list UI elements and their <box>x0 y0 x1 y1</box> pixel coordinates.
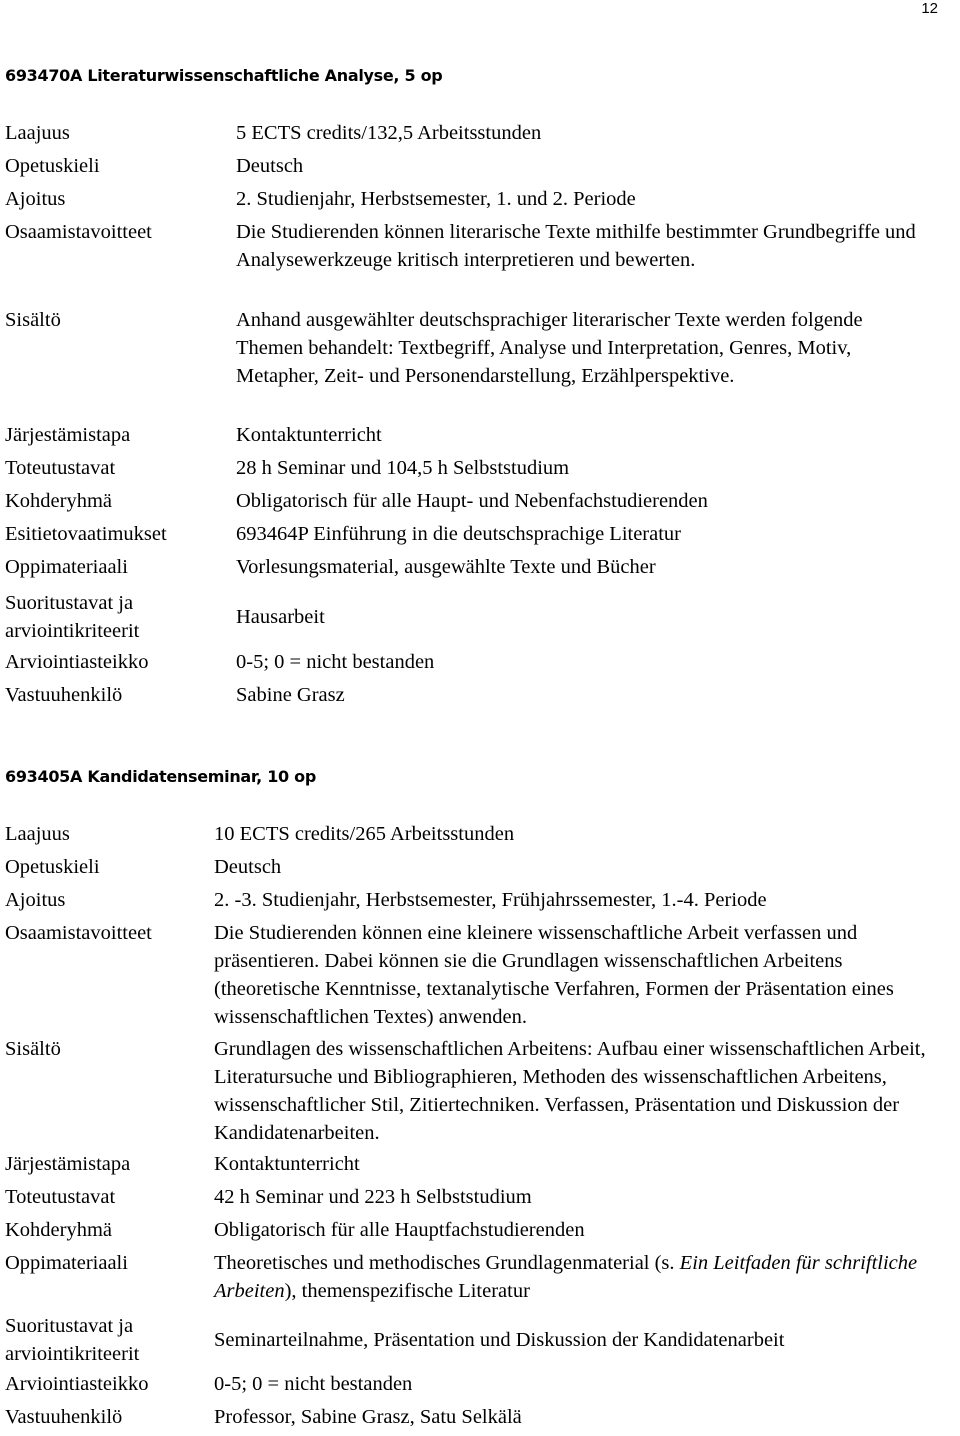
label-arviointiasteikko: Arviointiasteikko <box>5 651 149 673</box>
value-arviointiasteikko: 0-5; 0 = nicht bestanden <box>214 1373 413 1395</box>
value-jarjestamistapa: Kontaktunterricht <box>236 424 382 446</box>
row-ajoitus <box>0 886 934 919</box>
value-osaamistavoitteet: Die Studierenden können eine kleinere wissenschaftliche Arbeit verfassen und präsentieren. Dabei können sie die Grundlagen wissenschaftlichen Arbeitens (theoretische Kenntnisse, textanalytische Verfahren, Formen der Präsentation eines wissenschaftlichen Textes) anwenden. <box>214 922 894 1028</box>
row-toteutustavat <box>0 454 916 487</box>
value-kohderyhma: Obligatorisch für alle Haupt- und Nebenfachstudierenden <box>236 490 708 512</box>
row-kohderyhma <box>0 1216 934 1249</box>
label-esitietovaatimukset: Esitietovaatimukset <box>5 523 167 545</box>
label-jarjestamistapa: Järjestämistapa <box>5 1153 131 1175</box>
row-laajuus <box>0 119 916 152</box>
label-oppimateriaali: Oppimateriaali <box>5 1252 128 1274</box>
row-oppimateriaali <box>0 553 916 586</box>
page-number: 12 <box>921 0 938 17</box>
row-kohderyhma <box>0 487 916 520</box>
row-oppimateriaali <box>0 1249 934 1310</box>
value-vastuuhenkilo: Sabine Grasz <box>236 684 345 706</box>
value-ajoitus: 2. -3. Studienjahr, Herbstsemester, Frühjahrssemester, 1.-4. Periode <box>214 889 767 911</box>
label-toteutustavat: Toteutustavat <box>5 1186 116 1208</box>
value-suoritustavat: Hausarbeit <box>236 606 325 628</box>
row-vastuuhenkilo <box>0 1403 934 1436</box>
label-laajuus: Laajuus <box>5 122 70 144</box>
course-1-title: 693470A Literaturwissenschaftliche Analyse, 5 op <box>5 66 443 85</box>
value-opetuskieli: Deutsch <box>214 856 282 878</box>
value-oppimateriaali: Vorlesungsmaterial, ausgewählte Texte und Bücher <box>236 556 656 578</box>
value-opetuskieli: Deutsch <box>236 155 304 177</box>
row-arviointiasteikko <box>0 1370 934 1403</box>
row-osaamistavoitteet <box>0 919 934 1035</box>
value-oppimateriaali <box>214 1249 934 1310</box>
row-arviointiasteikko <box>0 648 916 681</box>
label-toteutustavat: Toteutustavat <box>5 457 116 479</box>
row-toteutustavat <box>0 1183 934 1216</box>
value-suoritustavat: Seminarteilnahme, Präsentation und Diskussion der Kandidatenarbeit <box>214 1329 785 1351</box>
label-ajoitus: Ajoitus <box>5 188 66 210</box>
value-osaamistavoitteet: Die Studierenden können literarische Texte mithilfe bestimmter Grundbegriffe und Analysewerkzeuge kritisch interpretieren und bewerten. <box>236 221 916 271</box>
label-oppimateriaali: Oppimateriaali <box>5 556 128 578</box>
label-arviointiasteikko: Arviointiasteikko <box>5 1373 149 1395</box>
value-oppimateriaali-italic: Ein Leitfaden für schriftliche Arbeiten <box>214 1252 918 1302</box>
value-oppimateriaali-text-end: ), themenspezifische Literatur <box>284 1280 530 1302</box>
label-suoritustavat-line2: arviointikriteerit <box>5 1343 140 1365</box>
label-osaamistavoitteet: Osaamistavoitteet <box>5 221 152 243</box>
row-laajuus <box>0 820 934 853</box>
value-toteutustavat: 28 h Seminar und 104,5 h Selbststudium <box>236 457 570 479</box>
course-2-title: 693405A Kandidatenseminar, 10 op <box>5 767 317 786</box>
value-ajoitus: 2. Studienjahr, Herbstsemester, 1. und 2. Periode <box>236 188 636 210</box>
label-jarjestamistapa: Järjestämistapa <box>5 424 131 446</box>
row-sisalto <box>0 1035 934 1150</box>
label-ajoitus: Ajoitus <box>5 889 66 911</box>
value-oppimateriaali-text: Theoretisches und methodisches Grundlagenmaterial (s. <box>214 1252 680 1274</box>
row-opetuskieli <box>0 853 934 886</box>
row-opetuskieli <box>0 152 916 185</box>
row-suoritustavat <box>0 1310 934 1370</box>
value-sisalto: Grundlagen des wissenschaftlichen Arbeitens: Aufbau einer wissenschaftlichen Arbeit, Literatursuche und Bibliographieren, Methoden des wissenschaftlichen Arbeitens, wissenschaftlicher Stil, Zitiertechniken. Verfassen, Präsentation und Diskussion der Kandidatenarbeiten. <box>214 1038 926 1144</box>
value-vastuuhenkilo: Professor, Sabine Grasz, Satu Selkälä <box>214 1406 522 1428</box>
value-sisalto: Anhand ausgewählter deutschsprachiger literarischer Texte werden folgende Themen behandelt: Textbegriff, Analyse und Interpretation, Genres, Motiv, Metapher, Zeit- und Personendarstellung, Erzählperspektive. <box>236 309 863 387</box>
course-1-table <box>0 119 916 714</box>
row-ajoitus <box>0 185 916 218</box>
label-vastuuhenkilo: Vastuuhenkilö <box>5 1406 123 1428</box>
label-opetuskieli: Opetuskieli <box>5 155 100 177</box>
value-laajuus: 5 ECTS credits/132,5 Arbeitsstunden <box>236 122 542 144</box>
value-jarjestamistapa: Kontaktunterricht <box>214 1153 360 1175</box>
row-jarjestamistapa <box>0 421 916 454</box>
row-jarjestamistapa <box>0 1150 934 1183</box>
label-kohderyhma: Kohderyhmä <box>5 490 113 512</box>
row-osaamistavoitteet <box>0 218 916 306</box>
value-arviointiasteikko: 0-5; 0 = nicht bestanden <box>236 651 435 673</box>
value-kohderyhma: Obligatorisch für alle Hauptfachstudierenden <box>214 1219 585 1241</box>
label-suoritustavat-line1: Suoritustavat ja <box>5 592 134 614</box>
course-2-table <box>0 820 934 1436</box>
row-sisalto <box>0 306 916 421</box>
label-vastuuhenkilo: Vastuuhenkilö <box>5 684 123 706</box>
row-esitietovaatimukset <box>0 520 916 553</box>
label-sisalto: Sisältö <box>5 1038 61 1060</box>
label-suoritustavat-line2: arviointikriteerit <box>5 620 140 642</box>
label-opetuskieli: Opetuskieli <box>5 856 100 878</box>
label-sisalto: Sisältö <box>5 309 61 331</box>
label-laajuus: Laajuus <box>5 823 70 845</box>
label-suoritustavat-line1: Suoritustavat ja <box>5 1315 134 1337</box>
label-osaamistavoitteet: Osaamistavoitteet <box>5 922 152 944</box>
value-laajuus: 10 ECTS credits/265 Arbeitsstunden <box>214 823 515 845</box>
label-suoritustavat <box>0 586 236 648</box>
label-kohderyhma: Kohderyhmä <box>5 1219 113 1241</box>
row-suoritustavat <box>0 586 916 648</box>
value-toteutustavat: 42 h Seminar und 223 h Selbststudium <box>214 1186 532 1208</box>
row-vastuuhenkilo <box>0 681 916 714</box>
value-esitietovaatimukset: 693464P Einführung in die deutschsprachige Literatur <box>236 523 682 545</box>
label-suoritustavat <box>0 1310 214 1370</box>
